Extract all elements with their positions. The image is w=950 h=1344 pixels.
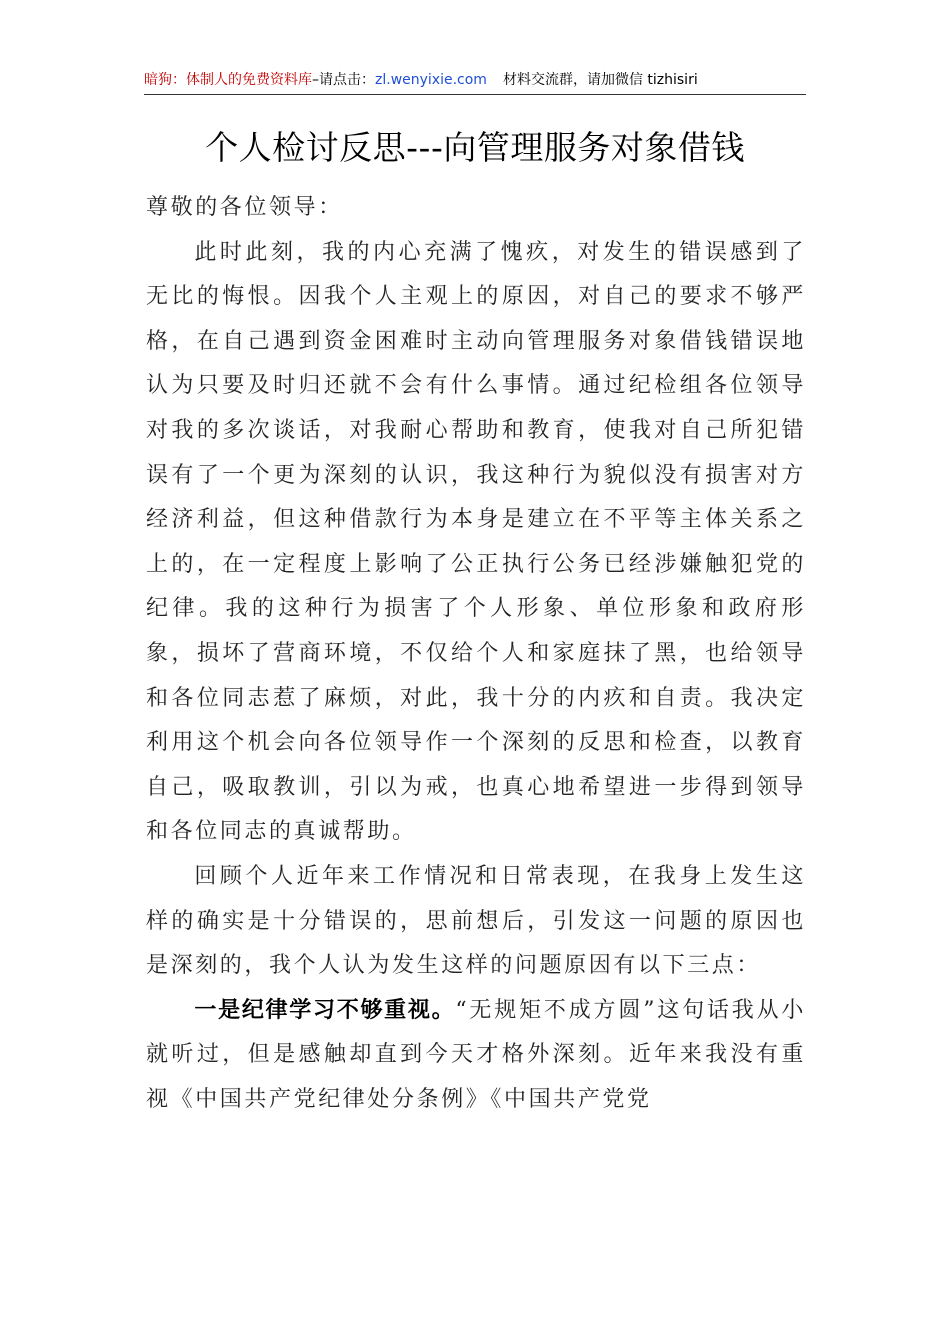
header-click-prompt: –请点击： (312, 72, 375, 88)
document-title: 个人检讨反思---向管理服务对象借钱 (205, 128, 745, 167)
page-header (144, 70, 806, 95)
paragraph-1: 此时此刻，我的内心充满了愧疚，对发生的错误感到了无比的悔恨。因我个人主观上的原因，对自己的要求不够严格，在自己遇到资金困难时主动向管理服务对象借钱错误地认为只要及时归还就不会有什么事情。通过纪检组各位领导对我的多次谈话，对我耐心帮助和教育，使我对自己所犯错误有了一个更为深刻的认识，我这种行为貌似没有损害对方经济利益，但这种借款行为本身是建立在不平等主体关系之上的，在一定程度上影响了公正执行公务已经涉嫌触犯党的纪律。我的这种行为损害了个人形象、单位形象和政府形象，损坏了营商环境，不仅给个人和家庭抹了黑，也给领导和各位同志惹了麻烦，对此，我十分的内疚和自责。我决定利用这个机会向各位领导作一个深刻的反思和检查，以教育自己，吸取教训，引以为戒，也真心地希望进一步得到领导和各位同志的真诚帮助。 (146, 239, 806, 845)
paragraph-2: 回顾个人近年来工作情况和日常表现，在我身上发生这样的确实是十分错误的，思前想后，引发这一问题的原因也是深刻的，我个人认为发生这样的问题原因有以下三点： (146, 863, 806, 979)
point-1-heading: 一是纪律学习不够重视。 (194, 997, 456, 1023)
header-brand: 暗狗：体制人的免费资料库 (144, 72, 312, 88)
document-body (146, 186, 806, 1122)
header-url-link[interactable]: zl.wenyixie.com (375, 72, 487, 88)
point-1-text: “无规矩不成方圆”这句话我从小就听过，但是感触却直到今天才格外深刻。近年来我没有重视《中国共产党纪律处分条例》《中国共产党党 (146, 997, 806, 1112)
header-group-note: 材料交流群，请加微信 tizhisiri (502, 72, 698, 88)
paragraph-3 (146, 989, 806, 1123)
salutation: 尊敬的各位领导： (146, 195, 343, 220)
